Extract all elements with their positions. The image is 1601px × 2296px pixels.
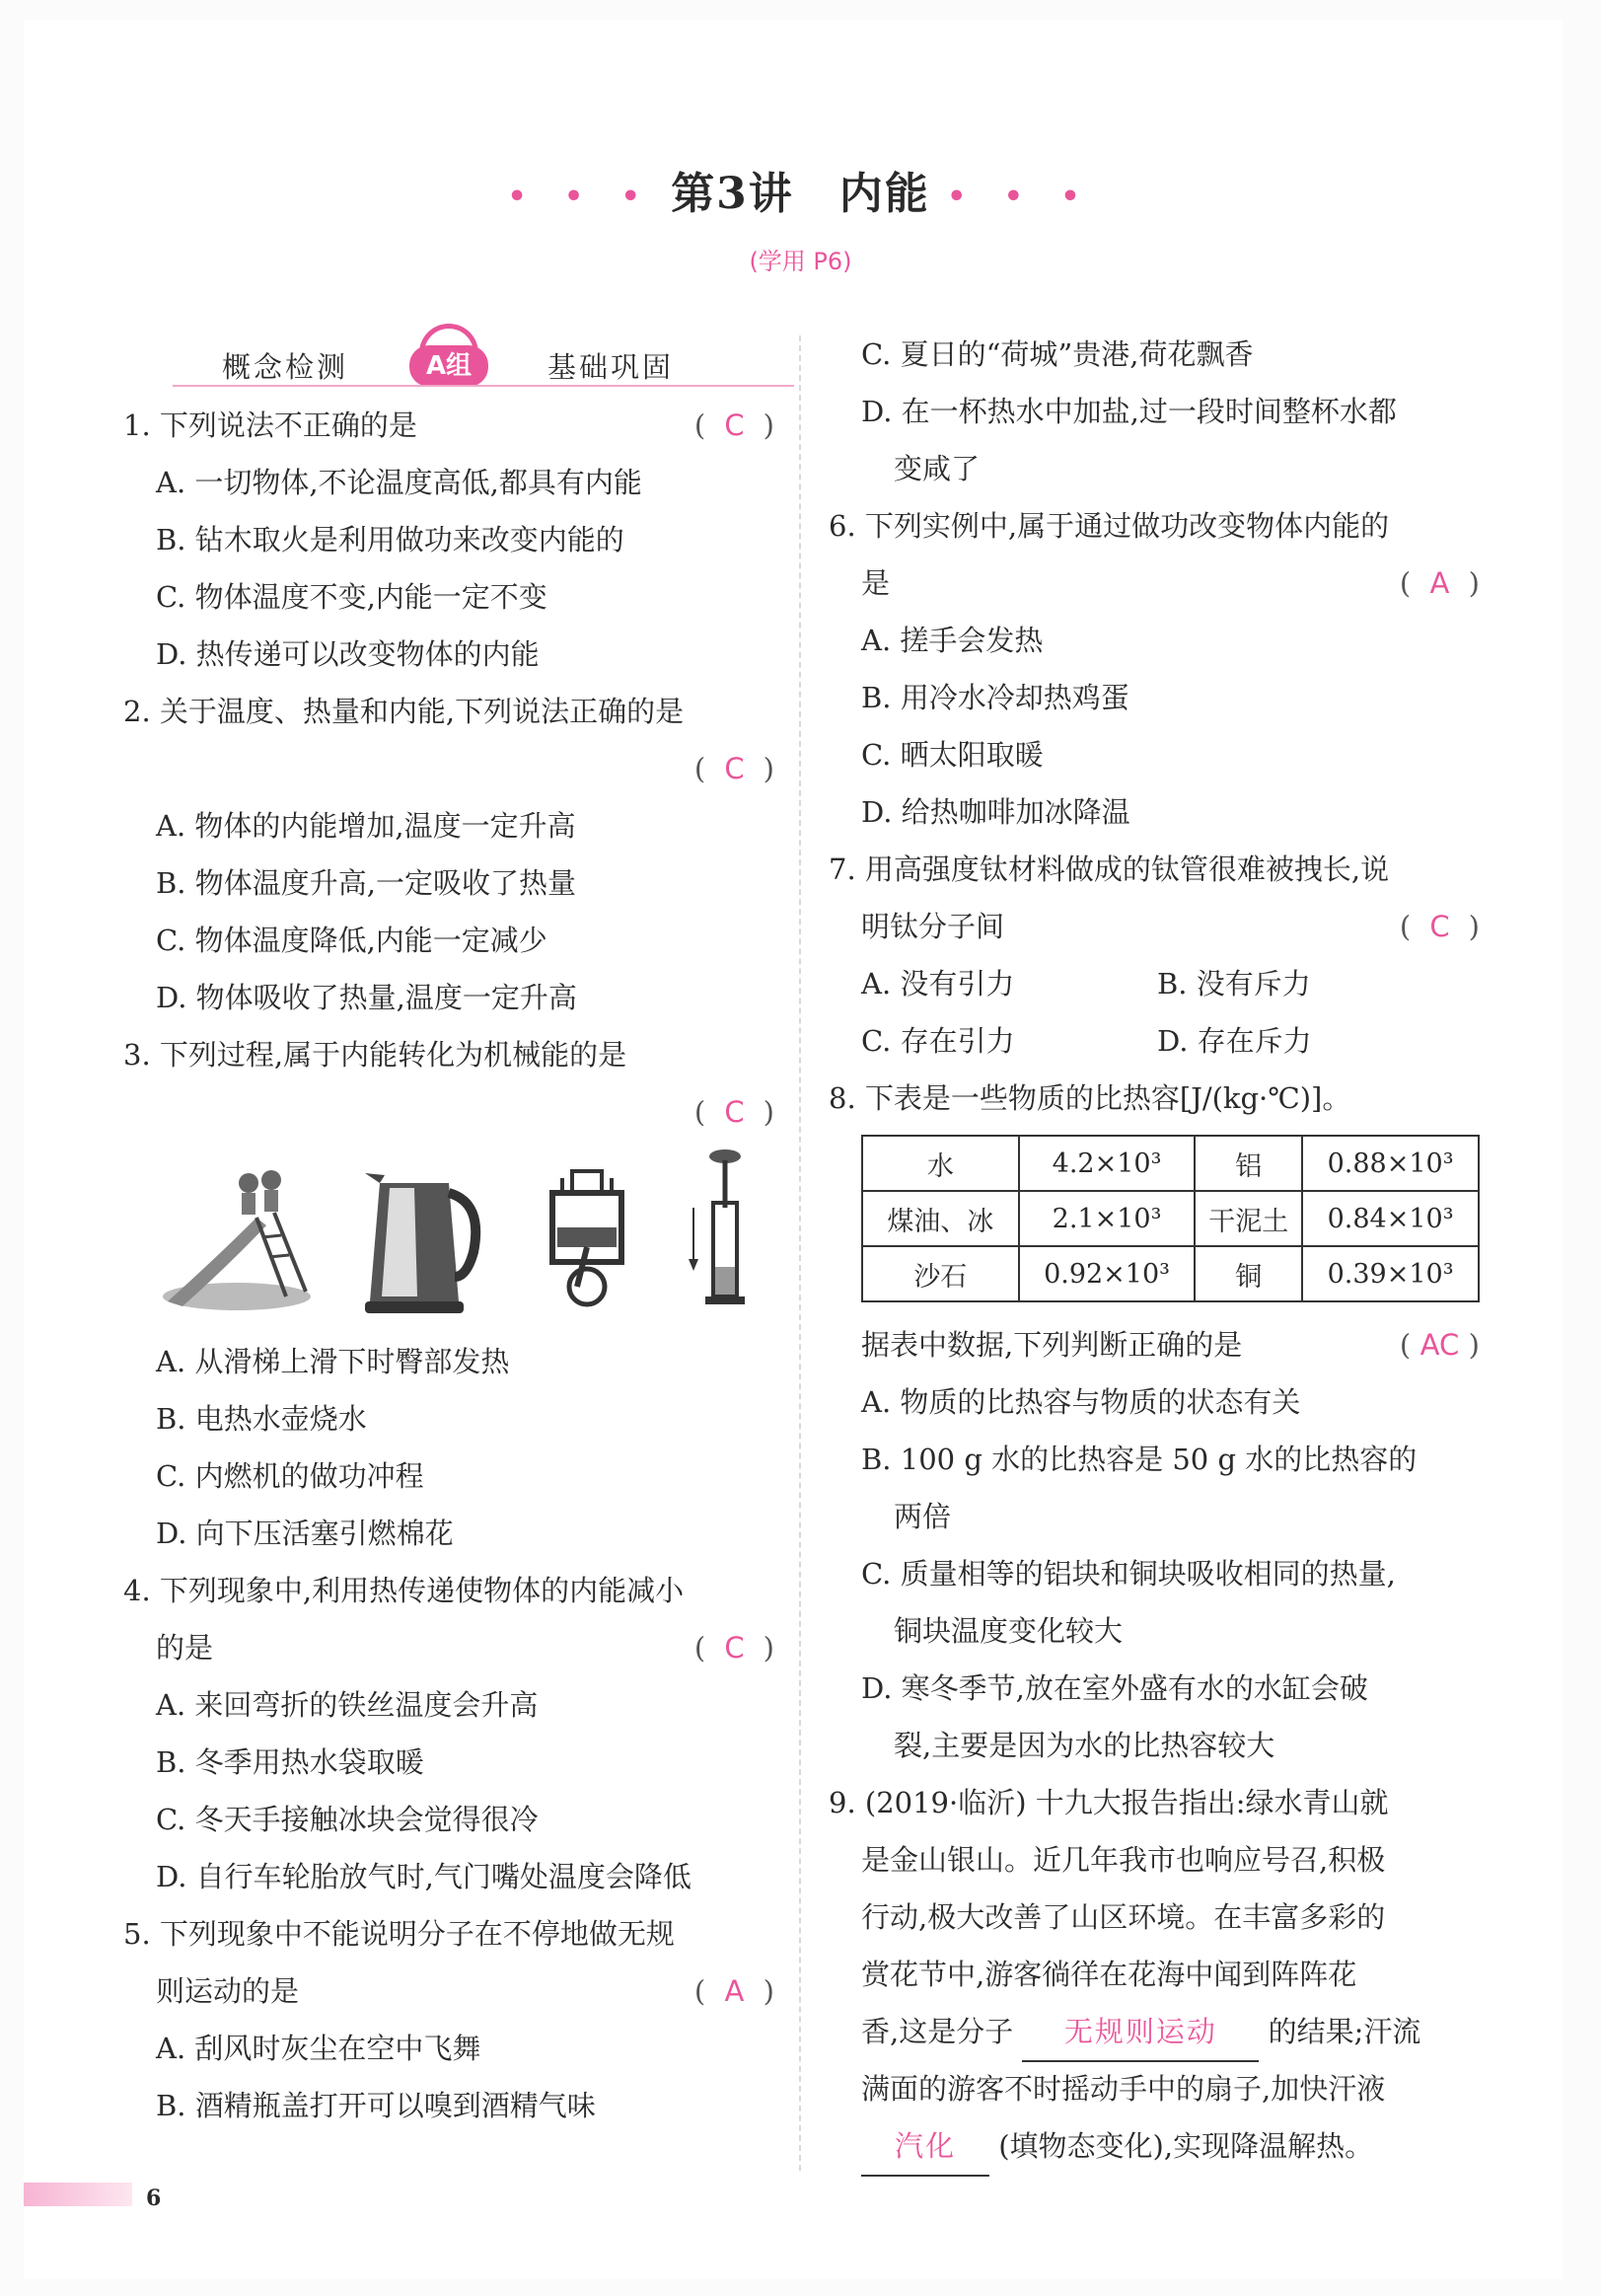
column-divider xyxy=(799,335,801,2171)
title-dots-right: • • • xyxy=(947,180,1094,214)
section-banner xyxy=(133,326,774,395)
question-stem: 6. 下列实例中,属于通过做功改变物体内能的 xyxy=(829,509,1390,543)
answer-value: A xyxy=(724,1974,745,2008)
question-8 xyxy=(829,1070,1480,1774)
table-cell: 煤油、冰 xyxy=(862,1191,1019,1246)
option-c: C. 内燃机的做功冲程 xyxy=(156,1459,424,1493)
question-stem-cont: 明钛分子间 xyxy=(861,910,1005,943)
question-3 xyxy=(123,1026,774,1562)
option-c: C. 存在引力 xyxy=(861,1024,1015,1058)
lesson-title xyxy=(0,158,1601,221)
question-stem-cont: 则运动的是 xyxy=(156,1974,300,2008)
option-a: A. 没有引力 xyxy=(861,967,1015,1000)
question-text: (填物态变化),实现降温解热。 xyxy=(998,2129,1374,2163)
question-5 xyxy=(123,1905,774,2134)
question-stem: 8. 下表是一些物质的比热容[J/(kg·℃)]。 xyxy=(829,1081,1351,1115)
option-d: D. 向下压活塞引燃棉花 xyxy=(156,1517,454,1550)
question-6 xyxy=(829,497,1480,841)
question-text-line: 是金山银山。近几年我市也响应号召,积极 xyxy=(861,1843,1386,1877)
group-badge xyxy=(390,335,508,391)
question-stem: 2. 关于温度、热量和内能,下列说法正确的是 xyxy=(123,695,685,728)
option-b-cont: 两倍 xyxy=(894,1500,952,1533)
option-c: C. 质量相等的铝块和铜块吸收相同的热量, xyxy=(861,1557,1396,1591)
footer-accent-bar xyxy=(24,2183,132,2206)
left-column xyxy=(123,326,774,2134)
option-b: B. 没有斥力 xyxy=(1157,967,1311,1000)
question-text: 香,这是分子 xyxy=(861,2015,1014,2048)
question-stem: 3. 下列过程,属于内能转化为机械能的是 xyxy=(123,1038,627,1072)
fill-in-blank-1: 无规则运动 xyxy=(1022,2003,1259,2062)
table-cell: 水 xyxy=(862,1136,1019,1191)
question-text-line: 满面的游客不时摇动手中的扇子,加快汗液 xyxy=(861,2072,1386,2106)
option-c: C. 夏日的“荷城”贵港,荷花飘香 xyxy=(861,337,1254,371)
answer-value: C xyxy=(724,1095,745,1129)
option-a: A. 刮风时灰尘在空中飞舞 xyxy=(156,2032,481,2065)
option-b: B. 钻木取火是利用做功来改变内能的 xyxy=(156,523,624,556)
option-d: D. 在一杯热水中加盐,过一段时间整杯水都 xyxy=(861,395,1397,428)
badge-label: A组 xyxy=(409,345,488,387)
electric-kettle-picture xyxy=(360,1153,488,1316)
option-d: D. 寒冬季节,放在室外盛有水的水缸会破 xyxy=(861,1671,1368,1705)
page-number: 6 xyxy=(146,2185,162,2211)
table-cell: 0.84×10³ xyxy=(1302,1191,1479,1246)
option-d: D. 存在斥力 xyxy=(1157,1024,1312,1058)
question-lead: 据表中数据,下列判断正确的是 xyxy=(861,1328,1243,1362)
question-1 xyxy=(123,397,774,683)
question-2 xyxy=(123,683,774,1026)
answer-value: C xyxy=(724,408,745,442)
option-d-cont: 裂,主要是因为水的比热容较大 xyxy=(894,1729,1275,1762)
option-a: A. 物质的比热容与物质的状态有关 xyxy=(861,1385,1301,1419)
question-stem-cont: 是 xyxy=(861,566,891,600)
table-row xyxy=(862,1136,1479,1191)
answer-value: C xyxy=(724,752,745,785)
option-a: A. 搓手会发热 xyxy=(861,624,1044,657)
table-cell: 0.88×10³ xyxy=(1302,1136,1479,1191)
table-row xyxy=(862,1191,1479,1246)
banner-right-label: 基础巩固 xyxy=(547,350,675,384)
option-c: C. 物体温度不变,内能一定不变 xyxy=(156,580,547,614)
engine-cylinder-picture xyxy=(528,1163,646,1311)
table-cell: 0.39×10³ xyxy=(1302,1246,1479,1301)
answer-slot: ( AC ) xyxy=(1400,1316,1480,1373)
banner-rule xyxy=(173,385,794,387)
option-c-cont: 铜块温度变化较大 xyxy=(894,1614,1124,1648)
answer-value: C xyxy=(724,1631,745,1665)
question-7 xyxy=(829,841,1480,1070)
question-3-illustrations xyxy=(123,1148,774,1321)
answer-slot: ( C ) xyxy=(694,397,774,454)
option-a: A. 物体的内能增加,温度一定升高 xyxy=(156,809,576,843)
option-d: D. 物体吸收了热量,温度一定升高 xyxy=(156,981,577,1014)
fill-in-blank-2: 汽化 xyxy=(861,2117,989,2177)
answer-slot: ( C ) xyxy=(1400,898,1480,955)
option-b: B. 物体温度升高,一定吸收了热量 xyxy=(156,866,576,900)
option-d: D. 热传递可以改变物体的内能 xyxy=(156,637,540,671)
question-text-line: 行动,极大改善了山区环境。在丰富多彩的 xyxy=(861,1900,1386,1934)
answer-slot: ( A ) xyxy=(1400,555,1480,612)
slide-picture xyxy=(158,1158,316,1316)
answer-value: A xyxy=(1429,566,1450,600)
air-piston-picture xyxy=(686,1148,755,1316)
option-b: B. 100 g 水的比热容是 50 g 水的比热容的 xyxy=(861,1443,1418,1476)
table-cell: 铜 xyxy=(1195,1246,1302,1301)
answer-slot: ( C ) xyxy=(694,1083,774,1141)
question-stem: 7. 用高强度钛材料做成的钛管很难被拽长,说 xyxy=(829,852,1390,886)
option-b: B. 酒精瓶盖打开可以嗅到酒精气味 xyxy=(156,2089,596,2122)
question-stem: 4. 下列现象中,利用热传递使物体的内能减小 xyxy=(123,1574,685,1607)
table-cell: 4.2×10³ xyxy=(1019,1136,1196,1191)
answer-slot: ( A ) xyxy=(694,1963,774,2020)
option-b: B. 电热水壶烧水 xyxy=(156,1402,367,1436)
right-column xyxy=(829,326,1480,2175)
answer-slot: ( C ) xyxy=(694,740,774,797)
question-stem: 5. 下列现象中不能说明分子在不停地做无规 xyxy=(123,1917,675,1951)
table-cell: 2.1×10³ xyxy=(1019,1191,1196,1246)
option-b: B. 冬季用热水袋取暖 xyxy=(156,1745,424,1779)
title-dots-left: • • • xyxy=(507,180,654,214)
table-row xyxy=(862,1246,1479,1301)
answer-slot: ( C ) xyxy=(694,1619,774,1676)
table-cell: 0.92×10³ xyxy=(1019,1246,1196,1301)
table-cell: 沙石 xyxy=(862,1246,1019,1301)
option-a: A. 一切物体,不论温度高低,都具有内能 xyxy=(156,466,642,499)
question-text-line: 赏花节中,游客徜徉在花海中闻到阵阵花 xyxy=(861,1958,1357,1991)
option-a: A. 来回弯折的铁丝温度会升高 xyxy=(156,1688,539,1722)
question-stem-cont: 的是 xyxy=(156,1631,214,1665)
table-cell: 铝 xyxy=(1195,1136,1302,1191)
question-9 xyxy=(829,1774,1480,2175)
answer-value: C xyxy=(1429,910,1450,943)
option-d: D. 自行车轮胎放气时,气门嘴处温度会降低 xyxy=(156,1860,691,1893)
option-d: D. 给热咖啡加冰降温 xyxy=(861,795,1130,829)
question-text-line: 9. (2019·临沂) 十九大报告指出:绿水青山就 xyxy=(829,1786,1389,1819)
table-cell: 干泥土 xyxy=(1195,1191,1302,1246)
option-d-cont: 变咸了 xyxy=(894,452,981,485)
question-text: 的结果;汗流 xyxy=(1268,2015,1421,2048)
option-c: C. 晒太阳取暖 xyxy=(861,738,1044,772)
page-reference: (学用 P6) xyxy=(749,248,852,275)
question-stem: 1. 下列说法不正确的是 xyxy=(123,408,417,442)
option-a: A. 从滑梯上滑下时臀部发热 xyxy=(156,1345,510,1378)
answer-value: AC xyxy=(1419,1328,1460,1362)
title-text: 第3讲 内能 xyxy=(671,169,930,219)
specific-heat-table xyxy=(861,1135,1480,1302)
banner-left-label: 概念检测 xyxy=(222,350,349,384)
option-b: B. 用冷水冷却热鸡蛋 xyxy=(861,681,1129,714)
question-4 xyxy=(123,1562,774,1905)
option-c: C. 物体温度降低,内能一定减少 xyxy=(156,924,547,957)
option-c: C. 冬天手接触冰块会觉得很冷 xyxy=(156,1803,539,1836)
question-5-continued xyxy=(829,326,1480,497)
